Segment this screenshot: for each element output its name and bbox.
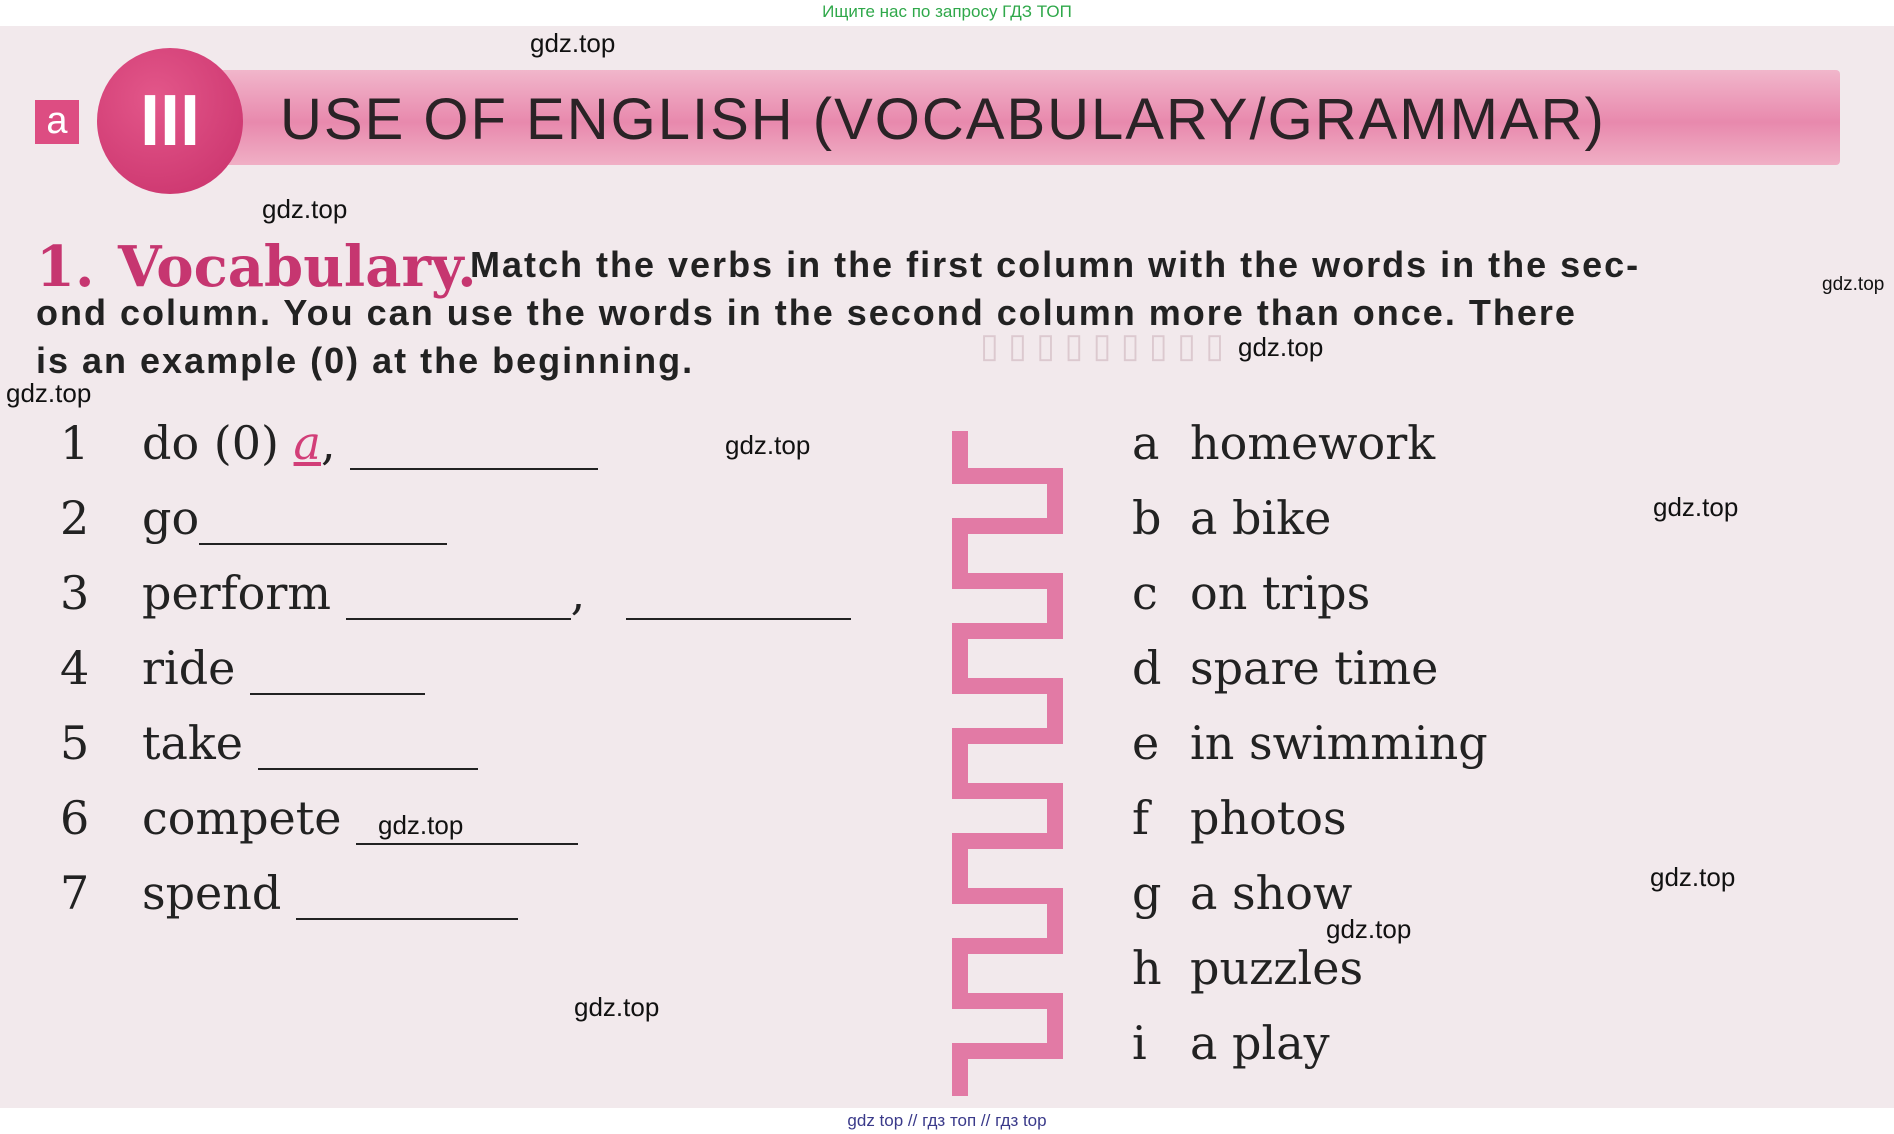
- answer-blank[interactable]: [626, 574, 851, 620]
- bottom-banner[interactable]: gdz top // гдз топ // гдз top: [0, 1108, 1894, 1134]
- show-through-text: ▯ ▯ ▯ ▯ ▯ ▯ ▯ ▯ ▯: [980, 327, 1224, 365]
- task-heading: Vocabulary.: [118, 234, 477, 300]
- watermark: gdz.top: [6, 378, 92, 408]
- example-answer: a: [293, 416, 321, 470]
- watermark: gdz.top: [1653, 492, 1739, 522]
- watermark: gdz.top: [725, 430, 811, 460]
- task-number: 1.: [36, 234, 95, 300]
- verb: do (0): [142, 416, 279, 470]
- section-number-circle: III: [97, 48, 243, 194]
- watermark: gdz.top: [262, 194, 348, 224]
- answer-blank[interactable]: [258, 724, 478, 770]
- answer-blank[interactable]: [296, 874, 518, 920]
- textbook-page: ▯ ▯ ▯ ▯ ▯ ▯ ▯ ▯ ▯ III a USE OF ENGLISH (VOCABULARY/GRAMMAR) 1. Vocabulary. Match the verbs in the first column with the words in the sec- ond column. You can use the words in the second column more than once. There is an example (0) at the beginning. 1 do (0) a, 2 go 3 perform , 4 ride 5 take 6 compete 7 spend a homework b a bike c on trips d spare time e in swimming f photos g a show h puzzles i a play gdz.top gdz.top gdz.top gdz.top gdz.top gdz.top gdz.top gdz.top gdz.top gdz.top gdz.top: [0, 26, 1894, 1108]
- top-banner[interactable]: Ищите нас по запросу ГДЗ ТОП: [0, 0, 1894, 26]
- verb: perform: [142, 566, 331, 620]
- instruction-line-2: ond column. You can use the words in the second column more than once. There: [36, 292, 1577, 333]
- watermark: gdz.top: [530, 28, 616, 58]
- watermark: gdz.top: [1822, 274, 1885, 295]
- instruction-line-1: Match the verbs in the first column with the words in the sec-: [470, 244, 1641, 285]
- section-letter-box: a: [35, 100, 79, 144]
- answer-blank[interactable]: [350, 424, 598, 470]
- verb: ride: [142, 641, 236, 695]
- watermark: gdz.top: [1650, 862, 1736, 892]
- section-title: USE OF ENGLISH (VOCABULARY/GRAMMAR): [280, 87, 1606, 152]
- verb: compete: [142, 791, 342, 845]
- watermark: gdz.top: [378, 810, 464, 840]
- verb: take: [142, 716, 244, 770]
- watermark: gdz.top: [1238, 332, 1324, 362]
- answer-blank[interactable]: [199, 499, 447, 545]
- verb: go: [142, 491, 200, 545]
- zigzag-connector: [950, 431, 1070, 1096]
- answer-blank[interactable]: [346, 574, 571, 620]
- verb: spend: [142, 866, 282, 920]
- instruction-line-3: is an example (0) at the beginning.: [36, 340, 695, 381]
- answer-blank[interactable]: [250, 649, 425, 695]
- watermark: gdz.top: [1326, 914, 1412, 944]
- watermark: gdz.top: [574, 992, 660, 1022]
